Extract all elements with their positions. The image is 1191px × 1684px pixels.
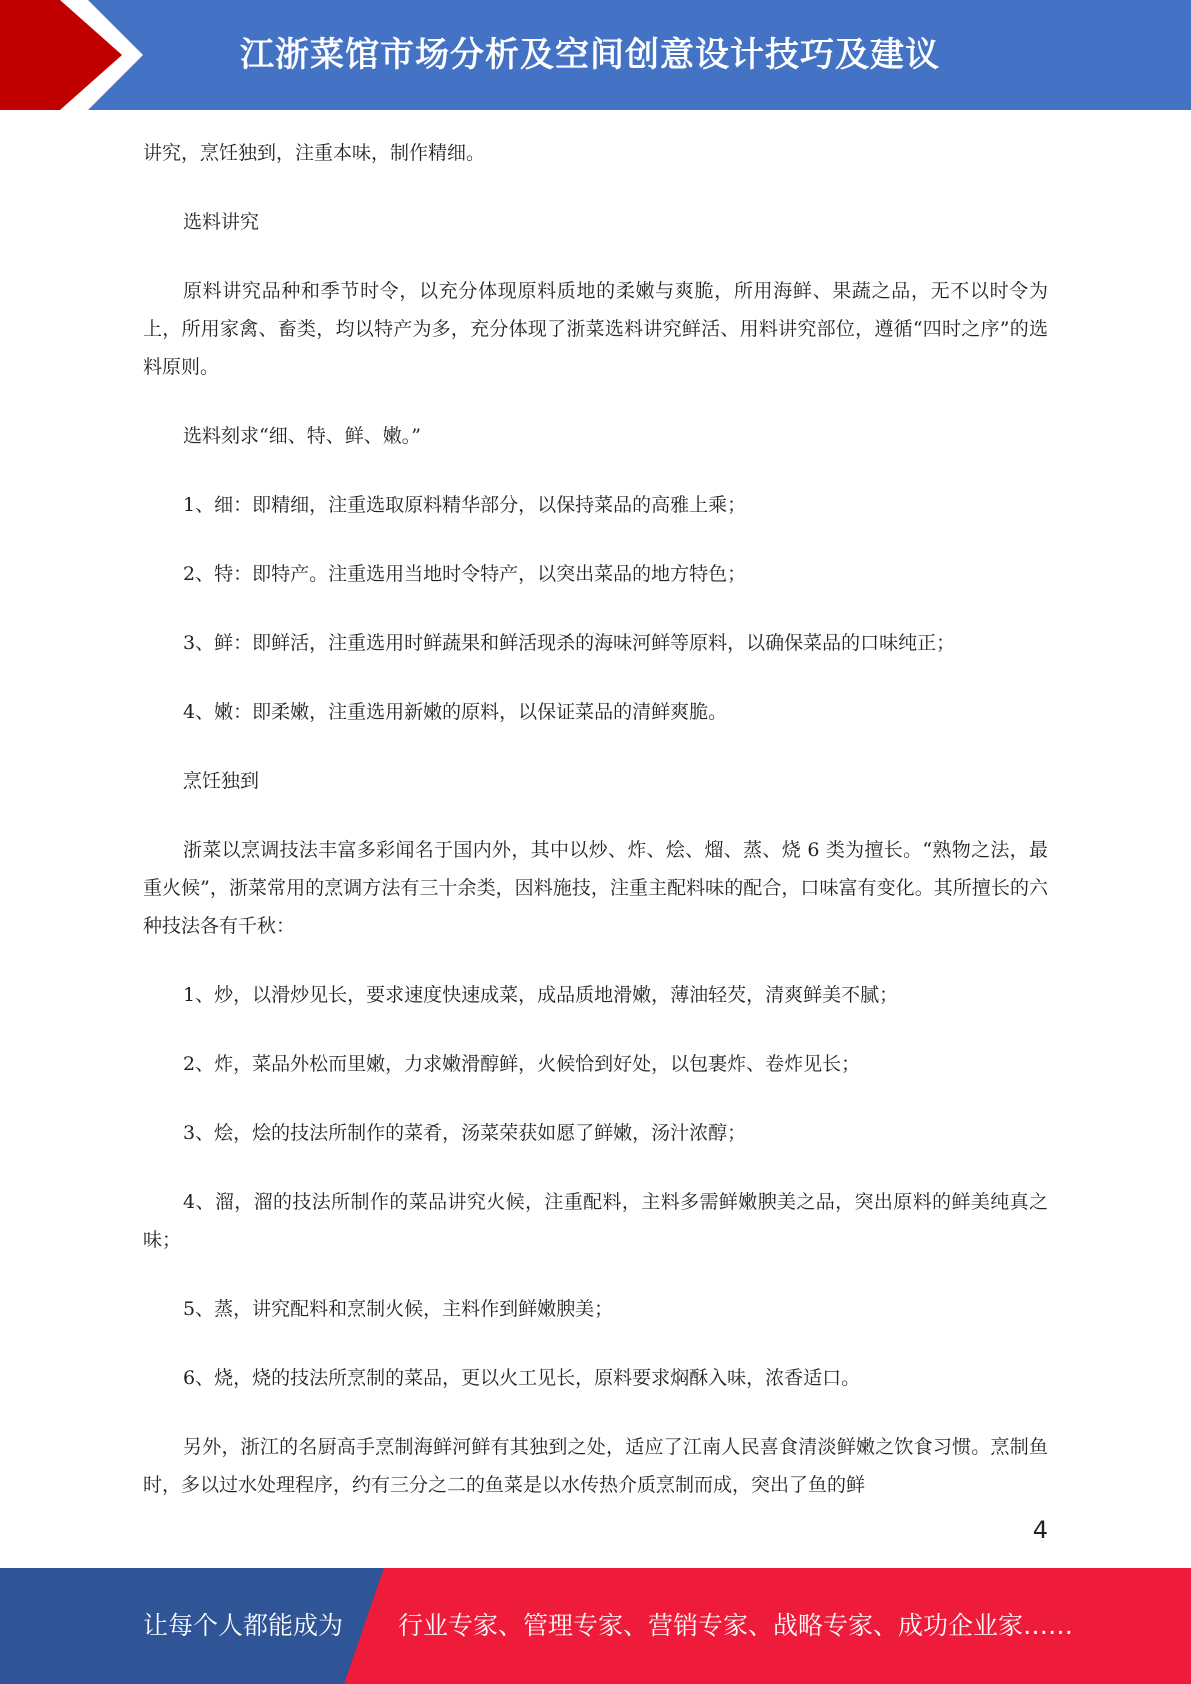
page-number: 4 <box>1032 1516 1048 1544</box>
document-body <box>143 134 1048 1535</box>
list-item: 4、嫩：即柔嫩，注重选用新嫩的原料，以保证菜品的清鲜爽脆。 <box>183 701 728 723</box>
body-paragraph: 讲究，烹饪独到，注重本味，制作精细。 <box>143 142 486 164</box>
footer-slogan-right: 行业专家、管理专家、营销专家、战略专家、成功企业家…… <box>398 1611 1074 1640</box>
document-title: 江浙菜馆市场分析及空间创意设计技巧及建议 <box>240 35 940 75</box>
list-item: 1、细：即精细，注重选取原料精华部分，以保持菜品的高雅上乘； <box>183 494 747 516</box>
list-item: 1、炒，以滑炒见长，要求速度快速成菜，成品质地滑嫩，薄油轻芡，清爽鲜美不腻； <box>183 984 899 1006</box>
body-paragraph: 原料讲究品种和季节时令，以充分体现原料质地的柔嫩与爽脆，所用海鲜、果蔬之品，无不以时令为上，所用家禽、畜类，均以特产为多，充分体现了浙菜选料讲究鲜活、用料讲究部位，遵循“四时之序”的选料原则。 <box>143 280 1048 378</box>
section-heading-material-selection: 选料讲究 <box>183 211 260 233</box>
header-arrow-decoration <box>0 0 160 110</box>
list-item: 2、炸，菜品外松而里嫩，力求嫩滑醇鲜，火候恰到好处，以包裹炸、卷炸见长； <box>183 1053 861 1075</box>
list-item: 5、蒸，讲究配料和烹制火候，主料作到鲜嫩腴美； <box>183 1298 614 1320</box>
body-paragraph: 浙菜以烹调技法丰富多彩闻名于国内外，其中以炒、炸、烩、熘、蒸、烧 6 类为擅长。“熟物之法，最重火候”，浙菜常用的烹调方法有三十余类，因料施技，注重主配料味的配合，口味富有变化。其所擅长的六种技法各有千秋： <box>143 839 1048 937</box>
footer-slogan-left: 让每个人都能成为 <box>143 1611 344 1640</box>
body-paragraph: 选料刻求“细、特、鲜、嫩。” <box>183 425 421 447</box>
list-item: 4、溜，溜的技法所制作的菜品讲究火候，注重配料，主料多需鲜嫩腴美之品，突出原料的鲜美纯真之味； <box>143 1191 1048 1251</box>
list-item: 6、烧，烧的技法所烹制的菜品，更以火工见长，原料要求焖酥入味，浓香适口。 <box>183 1367 861 1389</box>
page-header <box>0 0 1191 110</box>
list-item: 3、烩，烩的技法所制作的菜肴，汤菜荣获如愿了鲜嫩，汤汁浓醇； <box>183 1122 747 1144</box>
list-item: 3、鲜：即鲜活，注重选用时鲜蔬果和鲜活现杀的海味河鲜等原料，以确保菜品的口味纯正； <box>183 632 956 654</box>
body-paragraph: 另外，浙江的名厨高手烹制海鲜河鲜有其独到之处，适应了江南人民喜食清淡鲜嫩之饮食习惯。烹制鱼时，多以过水处理程序，约有三分之二的鱼菜是以水传热介质烹制而成，突出了鱼的鲜 <box>143 1436 1048 1496</box>
list-item: 2、特：即特产。注重选用当地时令特产，以突出菜品的地方特色； <box>183 563 747 585</box>
page-footer <box>0 1568 1191 1684</box>
section-heading-cooking: 烹饪独到 <box>183 770 260 792</box>
